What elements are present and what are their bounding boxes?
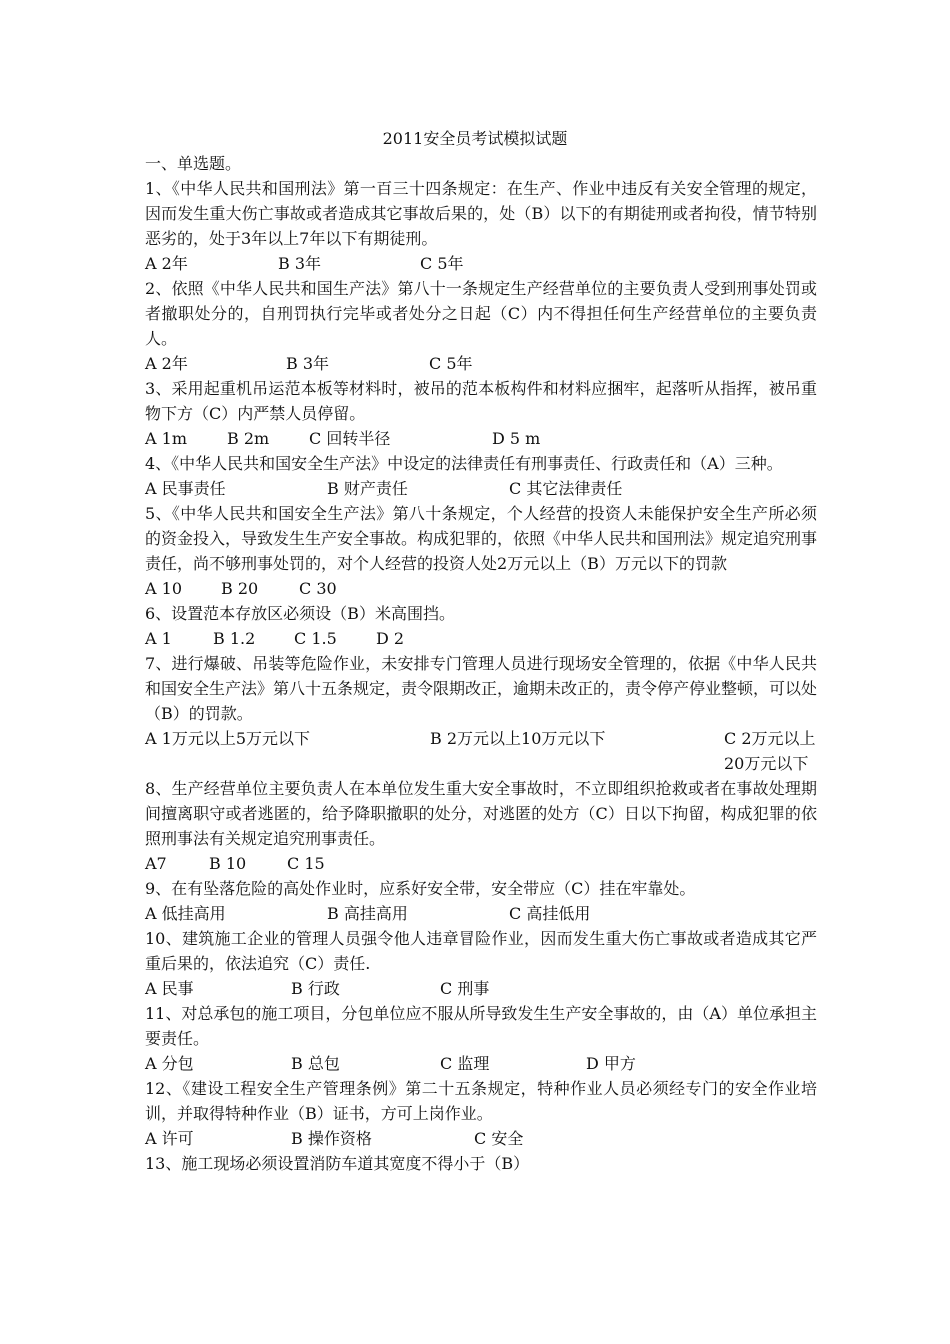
question-7 [145, 651, 817, 776]
option-a: A7 [145, 854, 167, 873]
option-a: A 2年 [145, 354, 188, 373]
option-a: A 低挂高用 [145, 904, 226, 923]
options-row [145, 476, 817, 501]
options-row [145, 426, 817, 451]
option-a: A 1 [145, 629, 172, 648]
question-9 [145, 876, 817, 926]
option-d: D 2 [376, 629, 405, 648]
question-text: 8、生产经营单位主要负责人在本单位发生重大安全事故时，不立即组织抢救或者在事故处理期间擅离职守或者逃匿的，给予降职撤职的处分，对逃匿的处方（C）日以下拘留，构成犯罪的依照刑事法有关规定追究刑事责任。 [145, 779, 817, 848]
question-text: 1、《中华人民共和国刑法》第一百三十四条规定：在生产、作业中违反有关安全管理的规定，因而发生重大伤亡事故或者造成其它事故后果的，处（B）以下的有期徒刑或者拘役，情节特别恶劣的，处于3年以上7年以下有期徒刑。 [145, 179, 817, 248]
options-row [145, 1051, 817, 1076]
option-b: B 1.2 [213, 629, 256, 648]
question-1 [145, 176, 817, 276]
question-text: 3、采用起重机吊运范本板等材料时，被吊的范本板构件和材料应捆牢，起落听从指挥，被吊重物下方（C）内严禁人员停留。 [145, 379, 817, 423]
options-row [145, 351, 817, 376]
options-row [145, 726, 817, 776]
question-text: 4、《中华人民共和国安全生产法》中设定的法律责任有刑事责任、行政责任和（A）三种。 [145, 454, 783, 473]
question-text: 5、《中华人民共和国安全生产法》第八十条规定，个人经营的投资人未能保护安全生产所必须的资金投入，导致发生生产安全事故。构成犯罪的，依照《中华人民共和国刑法》规定追究刑事责任，尚不够刑事处罚的，对个人经营的投资人处2万元以上（B）万元以下的罚款 [145, 504, 818, 573]
question-8 [145, 776, 817, 876]
option-b: B 操作资格 [291, 1129, 372, 1148]
option-b: B 总包 [291, 1054, 340, 1073]
option-b: B 10 [209, 854, 247, 873]
question-3 [145, 376, 817, 451]
question-text: 6、设置范本存放区必须设（B）米高围挡。 [145, 604, 455, 623]
question-10 [145, 926, 817, 1001]
question-text: 13、施工现场必须设置消防车道其宽度不得小于（B） [145, 1154, 530, 1173]
option-c: C 高挂低用 [509, 904, 591, 923]
option-c: C 其它法律责任 [509, 479, 623, 498]
option-c: C 监理 [440, 1054, 490, 1073]
document-title: 2011安全员考试模拟试题 [382, 129, 568, 148]
question-5 [145, 501, 817, 601]
option-b: B 2m [227, 429, 270, 448]
question-2 [145, 276, 817, 376]
option-c: C 5年 [420, 254, 464, 273]
option-b: B 高挂高用 [327, 904, 408, 923]
option-c: C 15 [287, 854, 325, 873]
question-text: 7、进行爆破、吊装等危险作业，未安排专门管理人员进行现场安全管理的，依据《中华人民共和国安全生产法》第八十五条规定，责令限期改正，逾期未改正的，责令停产停业整顿，可以处（B）的罚款。 [145, 654, 818, 723]
option-a: A 2年 [145, 254, 188, 273]
question-text: 2、依照《中华人民共和国生产法》第八十一条规定生产经营单位的主要负责人受到刑事处罚或者撤职处分的，自刑罚执行完毕或者处分之日起（C）内不得担任何生产经营单位的主要负责人。 [145, 279, 817, 348]
question-text: 12、《建设工程安全生产管理条例》第二十五条规定，特种作业人员必须经专门的安全作业培训，并取得特种作业（B）证书，方可上岗作业。 [145, 1079, 817, 1123]
question-text: 11、对总承包的施工项目，分包单位应不服从所导致发生生产安全事故的，由（A）单位承担主要责任。 [145, 1004, 817, 1048]
option-a: A 许可 [145, 1129, 194, 1148]
option-c: C 刑事 [440, 979, 490, 998]
question-4 [145, 451, 817, 501]
option-b: B 2万元以上10万元以下 [430, 729, 606, 748]
option-b: B 行政 [291, 979, 340, 998]
option-c: C 回转半径 [309, 429, 391, 448]
question-6 [145, 601, 817, 651]
question-11 [145, 1001, 817, 1076]
option-b: B 财产责任 [327, 479, 408, 498]
option-b: B 20 [221, 579, 259, 598]
option-b: B 3年 [286, 354, 330, 373]
options-row [145, 976, 817, 1001]
option-c: C 30 [299, 579, 337, 598]
option-b: B 3年 [278, 254, 322, 273]
option-a: A 民事 [145, 979, 194, 998]
options-row [145, 901, 817, 926]
option-c: C 1.5 [294, 629, 337, 648]
question-12 [145, 1076, 817, 1151]
question-13 [145, 1151, 817, 1176]
options-row [145, 576, 817, 601]
option-c: C 2万元以上20万元以下 [724, 729, 816, 773]
option-a: A 1万元以上5万元以下 [145, 729, 311, 748]
question-text: 9、在有坠落危险的高处作业时，应系好安全带，安全带应（C）挂在牢靠处。 [145, 879, 696, 898]
question-list [145, 176, 817, 1176]
option-d: D 甲方 [586, 1054, 636, 1073]
option-c: C 安全 [474, 1129, 524, 1148]
options-row [145, 851, 817, 876]
option-a: A 民事责任 [145, 479, 226, 498]
question-text: 10、建筑施工企业的管理人员强令他人违章冒险作业，因而发生重大伤亡事故或者造成其它严重后果的，依法追究（C）责任. [145, 929, 817, 973]
section-heading: 一、单选题。 [145, 154, 242, 173]
options-row [145, 1126, 817, 1151]
options-row [145, 626, 817, 651]
options-row [145, 251, 817, 276]
option-d: D 5 m [492, 429, 541, 448]
option-a: A 分包 [145, 1054, 194, 1073]
option-a: A 10 [145, 579, 182, 598]
option-a: A 1m [145, 429, 187, 448]
option-c: C 5年 [429, 354, 473, 373]
